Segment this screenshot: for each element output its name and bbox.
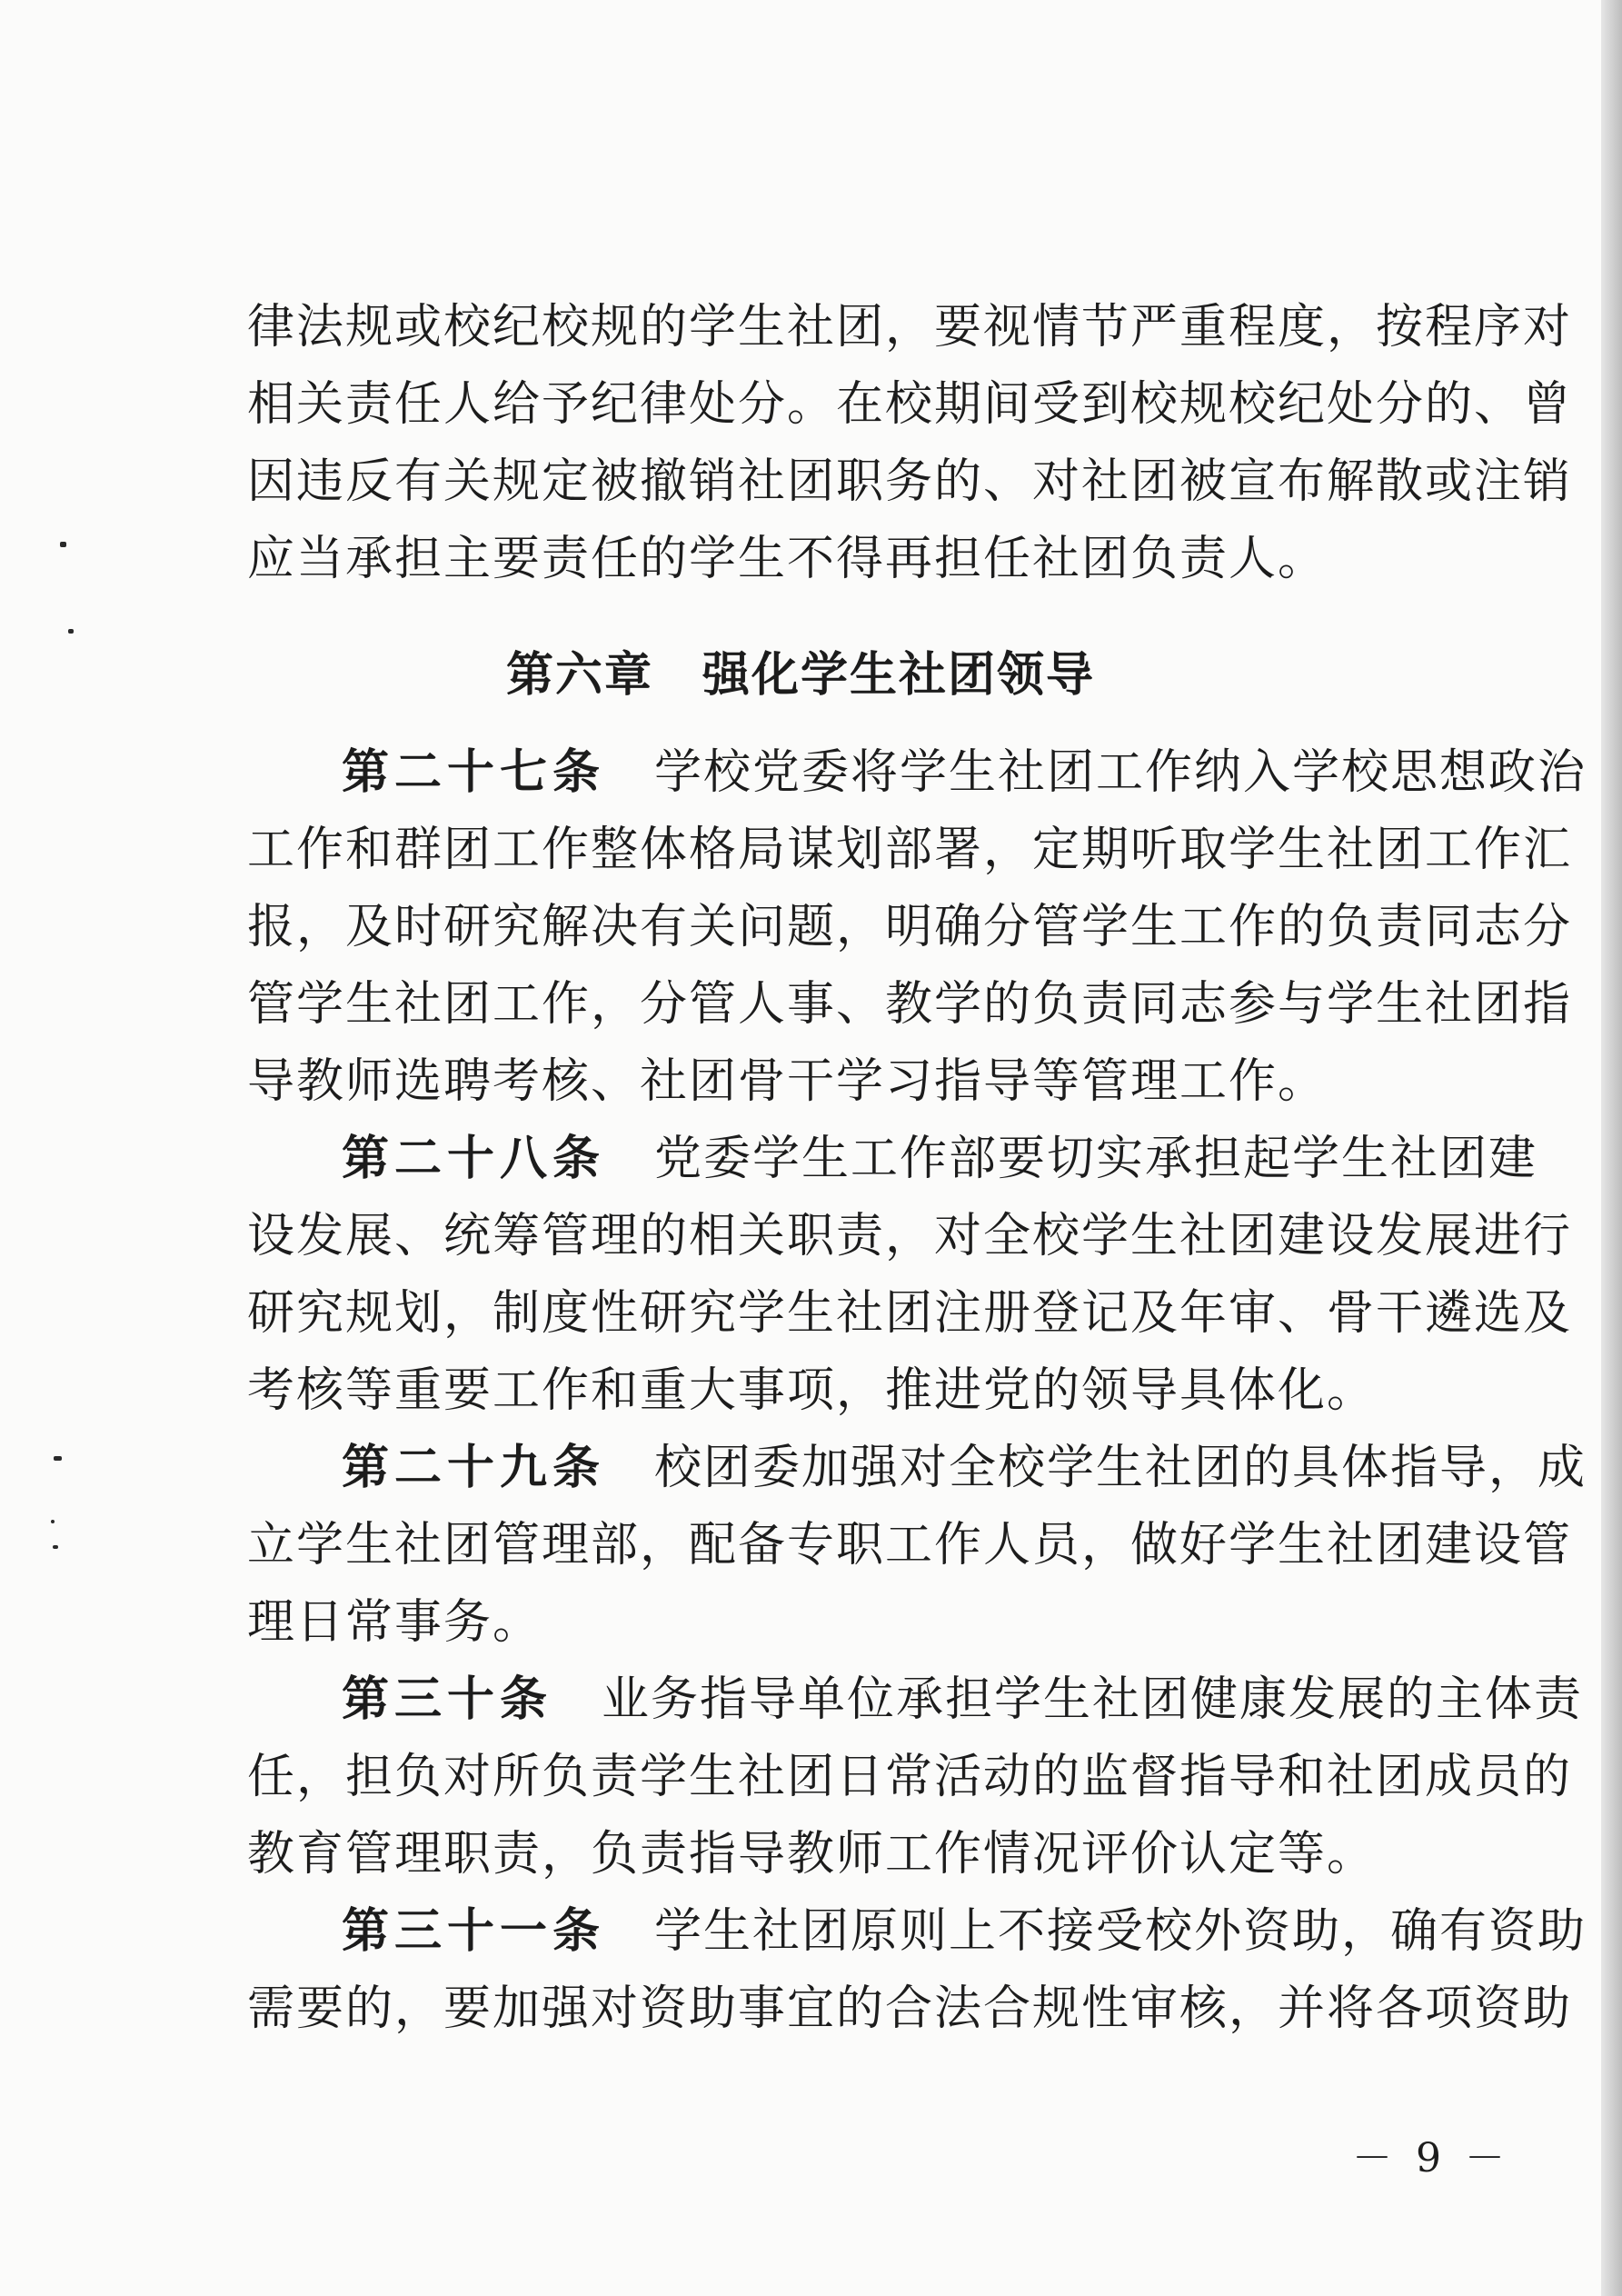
article-lead-text: 业务指导单位承担学生社团健康发展的主体责 [602,1672,1584,1727]
article-27 [247,734,1587,1121]
article-line: 报，及时研究解决有关问题，明确分管学生工作的负责同志分 [247,900,1573,954]
article-line: 任，担负对所负责学生社团日常活动的监督指导和社团成员的 [247,1750,1573,1804]
article-first-line [247,1430,1587,1507]
paragraph-line: 律法规或校纪校规的学生社团，要视情节严重程度，按程序对 [247,300,1573,354]
scan-edge [1601,0,1622,2296]
article-line: 考核等重要工作和重大事项，推进党的领导具体化。 [247,1363,1377,1418]
article-31 [247,1893,1587,2048]
article-lead-text: 学校党委将学生社团工作纳入学校思想政治 [654,745,1587,800]
scan-speck [54,1456,62,1461]
paragraph-line: 应当承担主要责任的学生不得再担任社团负责人。 [247,532,1328,586]
article-line: 导教师选聘考核、社团骨干学习指导等管理工作。 [247,1054,1328,1109]
article-number: 第三十条 [342,1672,553,1727]
article-number: 第二十九条 [342,1441,606,1495]
article-first-line [247,1893,1587,1971]
article-first-line [247,1662,1584,1739]
chapter-heading: 第六章 强化学生社团领导 [505,648,1095,703]
article-line: 教育管理职责，负责指导教师工作情况评价认定等。 [247,1827,1377,1882]
paragraph-line: 相关责任人给予纪律处分。在校期间受到校规校纪处分的、曾 [247,377,1573,432]
continued-paragraph [247,289,1573,598]
scan-speck [53,1545,58,1549]
paragraph-line: 因违反有关规定被撤销社团职务的、对社团被宣布解散或注销 [247,454,1573,509]
article-line: 需要的，要加强对资助事宜的合法合规性审核，并将各项资助 [247,1982,1573,2036]
article-number: 第二十八条 [342,1132,606,1186]
article-30 [247,1662,1584,1893]
article-number: 第三十一条 [342,1904,606,1959]
article-lead-text: 党委学生工作部要切实承担起学生社团建 [654,1132,1538,1186]
article-line: 立学生社团管理部，配备专职工作人员，做好学生社团建设管 [247,1518,1573,1572]
article-lead-text: 学生社团原则上不接受校外资助，确有资助 [654,1904,1587,1959]
article-lead-text: 校团委加强对全校学生社团的具体指导，成 [654,1441,1587,1495]
scan-speck [68,629,74,634]
article-29 [247,1430,1587,1662]
article-first-line [247,1121,1538,1198]
scan-speck [51,1520,55,1523]
article-line: 研究规划，制度性研究学生社团注册登记及年审、骨干遴选及 [247,1286,1573,1341]
page-number: － 9 － [1352,2135,1510,2181]
article-line: 设发展、统筹管理的相关职责，对全校学生社团建设发展进行 [247,1209,1573,1263]
article-line: 管学生社团工作，分管人事、教学的负责同志参与学生社团指 [247,977,1573,1032]
scan-speck [60,542,66,547]
article-number: 第二十七条 [342,745,606,800]
article-28 [247,1121,1573,1430]
article-line: 理日常事务。 [247,1595,542,1650]
article-line: 工作和群团工作整体格局谋划部署，定期听取学生社团工作汇 [247,823,1573,877]
article-first-line [247,734,1587,812]
